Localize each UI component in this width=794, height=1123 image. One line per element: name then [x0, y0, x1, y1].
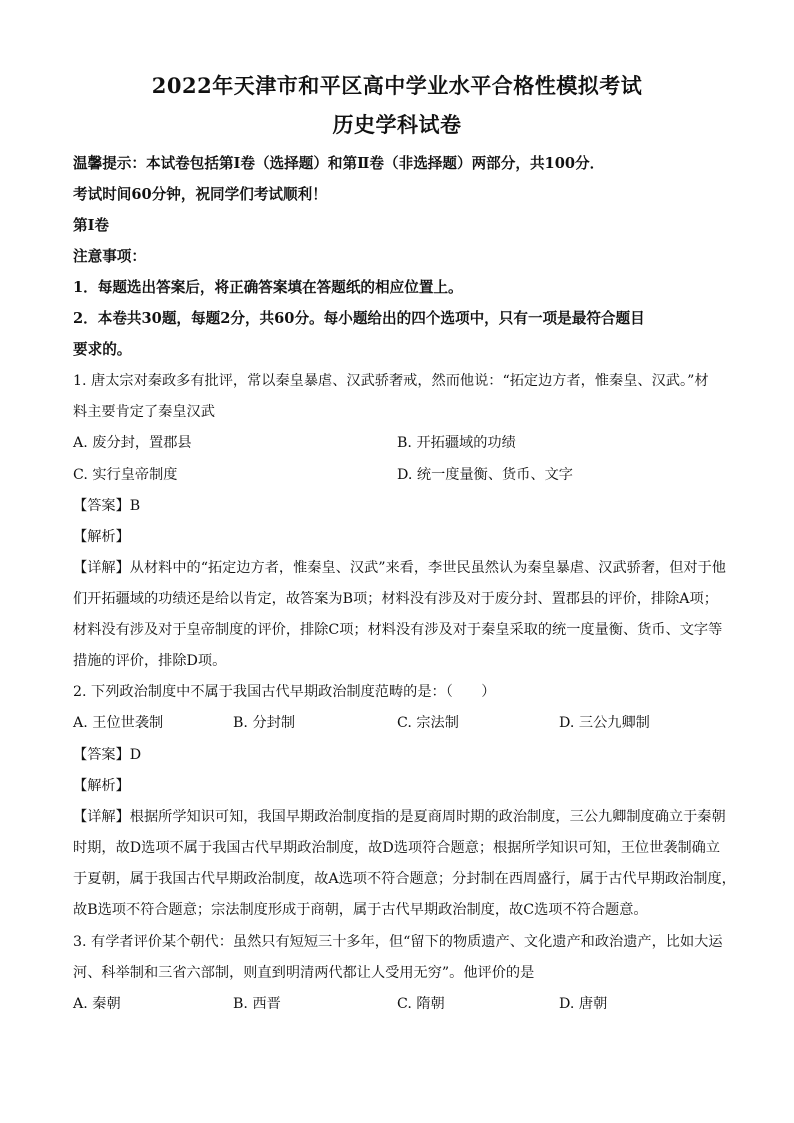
notice-item-1: 1．每题选出答案后，将正确答案填在答题纸的相应位置上。: [73, 279, 463, 296]
q1-analysis-label: 【解析】: [73, 529, 130, 545]
q3-option-c: C. 隋朝: [397, 996, 445, 1012]
q2-answer: 【答案】D: [73, 747, 142, 763]
q2-detail-3: 于夏朝，属于我国古代早期政治制度，故A选项不符合题意；分封制在西周盛行，属于古代早期政治制度，: [73, 871, 736, 887]
q2-option-b: B. 分封制: [233, 715, 296, 731]
q3-stem: 3. 有学者评价某个朝代：虽然只有短短三十多年，但“留下的物质遗产、文化遗产和政治遗产，比如大运: [73, 934, 723, 950]
intro-time: 考试时间60分钟，祝同学们考试顺利！: [73, 186, 327, 203]
q1-stem: 1. 唐太宗对秦政多有批评，常以秦皇暴虐、汉武骄奢戒，然而他说：“拓定边方者，惟秦皇、汉武。”材: [73, 373, 709, 389]
q1-stem-cont: 料主要肯定了秦皇汉武: [73, 404, 215, 420]
notice-title: 注意事项：: [73, 248, 146, 265]
q2-detail-2: 时期，故D选项不属于我国古代早期政治制度，故D选项符合题意；根据所学知识可知，王位世袭制确立: [73, 840, 721, 856]
intro-tip: 温馨提示：本试卷包括第Ⅰ卷（选择题）和第Ⅱ卷（非选择题）两部分，共100分．: [73, 155, 605, 172]
q1-detail-1: 【详解】从材料中的“拓定边方者，惟秦皇、汉武”来看，李世民虽然认为秦皇暴虐、汉武骄奢，但对于他: [73, 560, 726, 576]
q1-option-b: B. 开拓疆域的功绩: [397, 435, 516, 451]
notice-item-2: 2．本卷共30题，每题2分，共60分。每小题给出的四个选项中，只有一项是最符合题目: [73, 310, 645, 327]
q1-option-d: D. 统一度量衡、货币、文字: [397, 467, 573, 483]
q3-option-b: B. 西晋: [233, 996, 281, 1012]
q2-option-d: D. 三公九卿制: [559, 715, 650, 731]
q2-detail-4: 故B选项不符合题意；宗法制度形成于商朝，属于古代早期政治制度，故C选项不符合题意。: [73, 902, 648, 918]
q3-stem-cont: 河、科举制和三省六部制，则直到明清两代都让人受用无穷”。他评价的是: [73, 965, 535, 981]
q2-option-c: C. 宗法制: [397, 715, 459, 731]
q2-detail-1: 【详解】根据所学知识可知，我国早期政治制度指的是夏商周时期的政治制度，三公九卿制度确立于秦朝: [73, 809, 726, 825]
q3-option-d: D. 唐朝: [559, 996, 608, 1012]
q1-detail-2: 们开拓疆域的功绩还是给以肯定，故答案为B项；材料没有涉及对于废分封、置郡县的评价，排除A项；: [73, 591, 718, 607]
q1-detail-3: 材料没有涉及对于皇帝制度的评价，排除C项；材料没有涉及对于秦皇采取的统一度量衡、货币、文字等: [73, 622, 723, 638]
notice-item-2-cont: 要求的。: [73, 341, 132, 358]
q2-stem: 2. 下列政治制度中不属于我国古代早期政治制度范畴的是：（ ）: [73, 684, 496, 700]
q2-option-a: A. 王位世袭制: [73, 715, 164, 731]
exam-subtitle: 历史学科试卷: [332, 112, 462, 137]
q1-option-c: C. 实行皇帝制度: [73, 467, 178, 483]
q3-option-a: A. 秦朝: [73, 996, 121, 1012]
q2-analysis-label: 【解析】: [73, 778, 130, 794]
q1-option-a: A. 废分封，置郡县: [73, 435, 192, 451]
section-label: 第Ⅰ卷: [73, 217, 110, 234]
q1-answer: 【答案】B: [73, 498, 141, 514]
q1-detail-4: 措施的评价，排除D项。: [73, 653, 227, 669]
exam-title: 2022年天津市和平区高中学业水平合格性模拟考试: [151, 73, 643, 98]
